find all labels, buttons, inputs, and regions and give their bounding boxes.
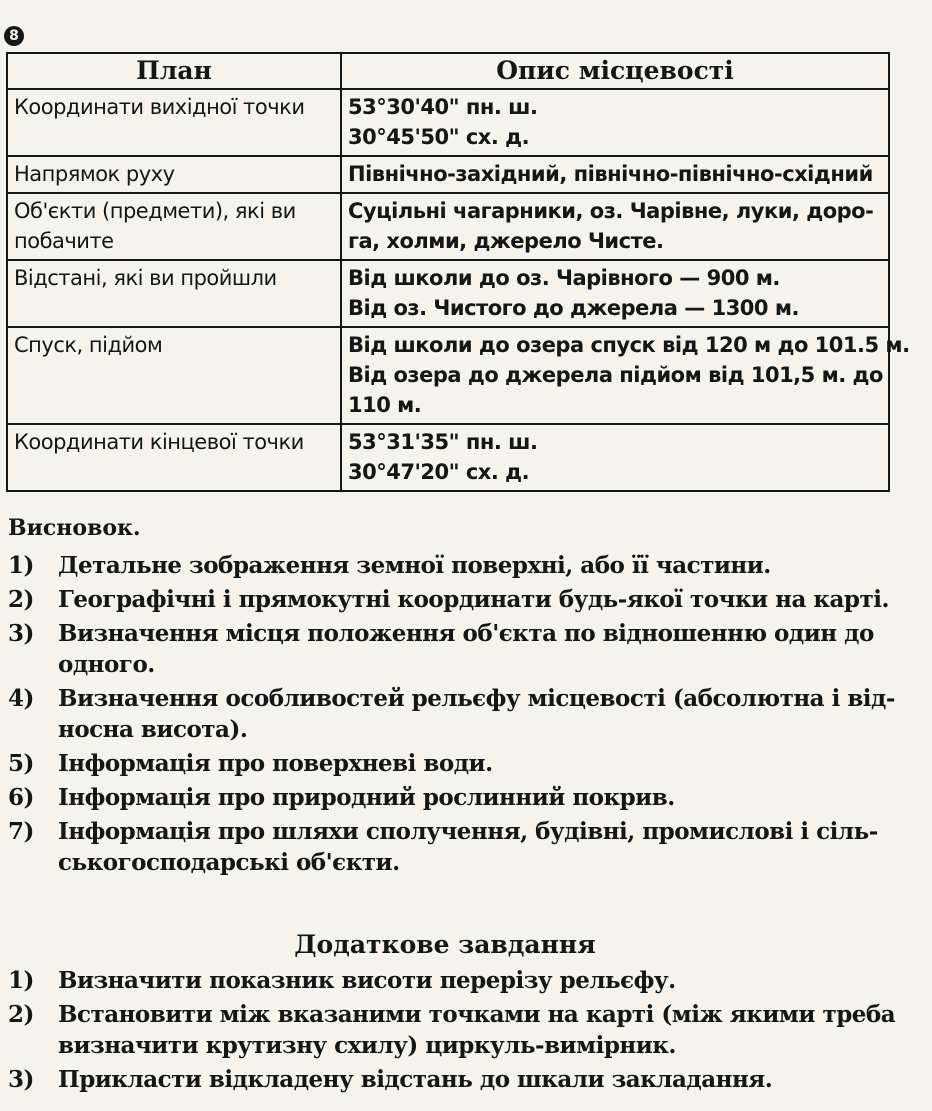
plan-cell-line: Координати вихідної точки — [14, 95, 305, 119]
description-cell-line: га, холми, джерело Чисте. — [348, 229, 664, 253]
table-header-row — [7, 53, 889, 89]
header-plan: План — [7, 53, 341, 89]
description-cell-line: 53°31'35" пн. ш. — [348, 430, 538, 454]
item-text-line: Прикласти відкладену відстань до шкали закладання. — [58, 1066, 773, 1093]
table-row — [7, 156, 889, 193]
plan-cell-line: Координати кінцевої точки — [14, 430, 304, 454]
description-cell — [341, 156, 889, 193]
list-item — [0, 584, 890, 615]
description-cell-line: Від школи до оз. Чарівного — 900 м. — [348, 266, 780, 290]
plan-table — [6, 52, 910, 492]
table-row — [7, 260, 889, 327]
item-text-line: ськогосподарські об'єкти. — [58, 849, 400, 876]
item-number: 3) — [8, 620, 34, 647]
item-number: 4) — [8, 685, 34, 712]
description-cell-line: 30°45'50" сх. д. — [348, 125, 530, 149]
description-cell-line: 30°47'20" сх. д. — [348, 460, 530, 484]
description-cell-line: Північно-західний, північно-північно-східний — [348, 162, 873, 186]
plan-cell — [7, 156, 341, 193]
item-number: 2) — [8, 586, 34, 613]
description-cell-line: Від оз. Чистого до джерела — 1300 м. — [348, 296, 799, 320]
list-item — [0, 782, 890, 813]
table-row — [7, 327, 889, 424]
list-item — [0, 748, 890, 779]
item-number: 1) — [8, 552, 34, 579]
list-item — [0, 1064, 890, 1095]
item-text-line: Інформація про шляхи сполучення, будівні, промислові і сіль- — [58, 818, 878, 845]
conclusion-title: Висновок. — [8, 515, 141, 541]
description-cell — [341, 424, 889, 491]
conclusion-list — [0, 550, 895, 881]
item-number: 2) — [8, 1001, 34, 1028]
list-item — [0, 683, 895, 745]
list-item — [0, 965, 890, 996]
task-number-badge: 8 — [4, 26, 24, 46]
list-item — [0, 816, 890, 878]
plan-cell — [7, 424, 341, 491]
item-number: 6) — [8, 784, 34, 811]
additional-task-list — [0, 965, 896, 1098]
plan-cell — [7, 327, 341, 424]
description-cell — [341, 89, 889, 156]
plan-cell-line: Відстані, які ви пройшли — [14, 266, 277, 290]
list-item — [0, 550, 890, 581]
description-cell-line: 110 м. — [348, 393, 422, 417]
description-cell — [341, 260, 889, 327]
item-text-line: Визначити показник висоти перерізу рельєфу. — [58, 967, 676, 994]
item-text-line: Детальне зображення земної поверхні, або її частини. — [58, 552, 771, 579]
item-text-line: Визначення місця положення об'єкта по відношенню один до — [58, 620, 874, 647]
plan-cell-line: Напрямок руху — [14, 162, 175, 186]
item-text-line: носна висота). — [58, 716, 248, 743]
item-text-line: Визначення особливостей рельєфу місцевості (абсолютна і від- — [58, 685, 895, 712]
table-row — [7, 424, 889, 491]
plan-cell — [7, 89, 341, 156]
header-description: Опис місцевості — [341, 53, 889, 89]
item-number: 7) — [8, 818, 34, 845]
description-cell-line: 53°30'40" пн. ш. — [348, 95, 538, 119]
item-number: 3) — [8, 1066, 34, 1093]
item-text-line: одного. — [58, 651, 155, 678]
table-row — [7, 193, 889, 260]
list-item — [0, 618, 890, 680]
item-text-line: визначити крутизну схилу) циркуль-вимірник. — [58, 1032, 676, 1059]
description-cell-line: Від озера до джерела підйом від 101,5 м. до — [348, 363, 883, 387]
plan-cell — [7, 193, 341, 260]
item-number: 1) — [8, 967, 34, 994]
list-item — [0, 999, 896, 1061]
plan-cell — [7, 260, 341, 327]
item-text-line: Інформація про поверхневі води. — [58, 750, 493, 777]
description-cell-line: Від школи до озера спуск від 120 м до 101.5 м. — [348, 333, 910, 357]
description-cell — [341, 193, 889, 260]
additional-task-title: Додаткове завдання — [294, 930, 596, 959]
item-number: 5) — [8, 750, 34, 777]
plan-cell-line: Спуск, підйом — [14, 333, 163, 357]
item-text-line: Інформація про природний рослинний покрив. — [58, 784, 675, 811]
description-cell-line: Суцільні чагарники, оз. Чарівне, луки, доро- — [348, 199, 874, 223]
table-row — [7, 89, 889, 156]
item-text-line: Встановити між вказаними точками на карті (між якими треба — [58, 1001, 896, 1028]
item-text-line: Географічні і прямокутні координати будь-якої точки на карті. — [58, 586, 889, 613]
plan-cell-line: побачите — [14, 229, 114, 253]
description-cell — [341, 327, 910, 424]
plan-cell-line: Об'єкти (предмети), які ви — [14, 199, 296, 223]
